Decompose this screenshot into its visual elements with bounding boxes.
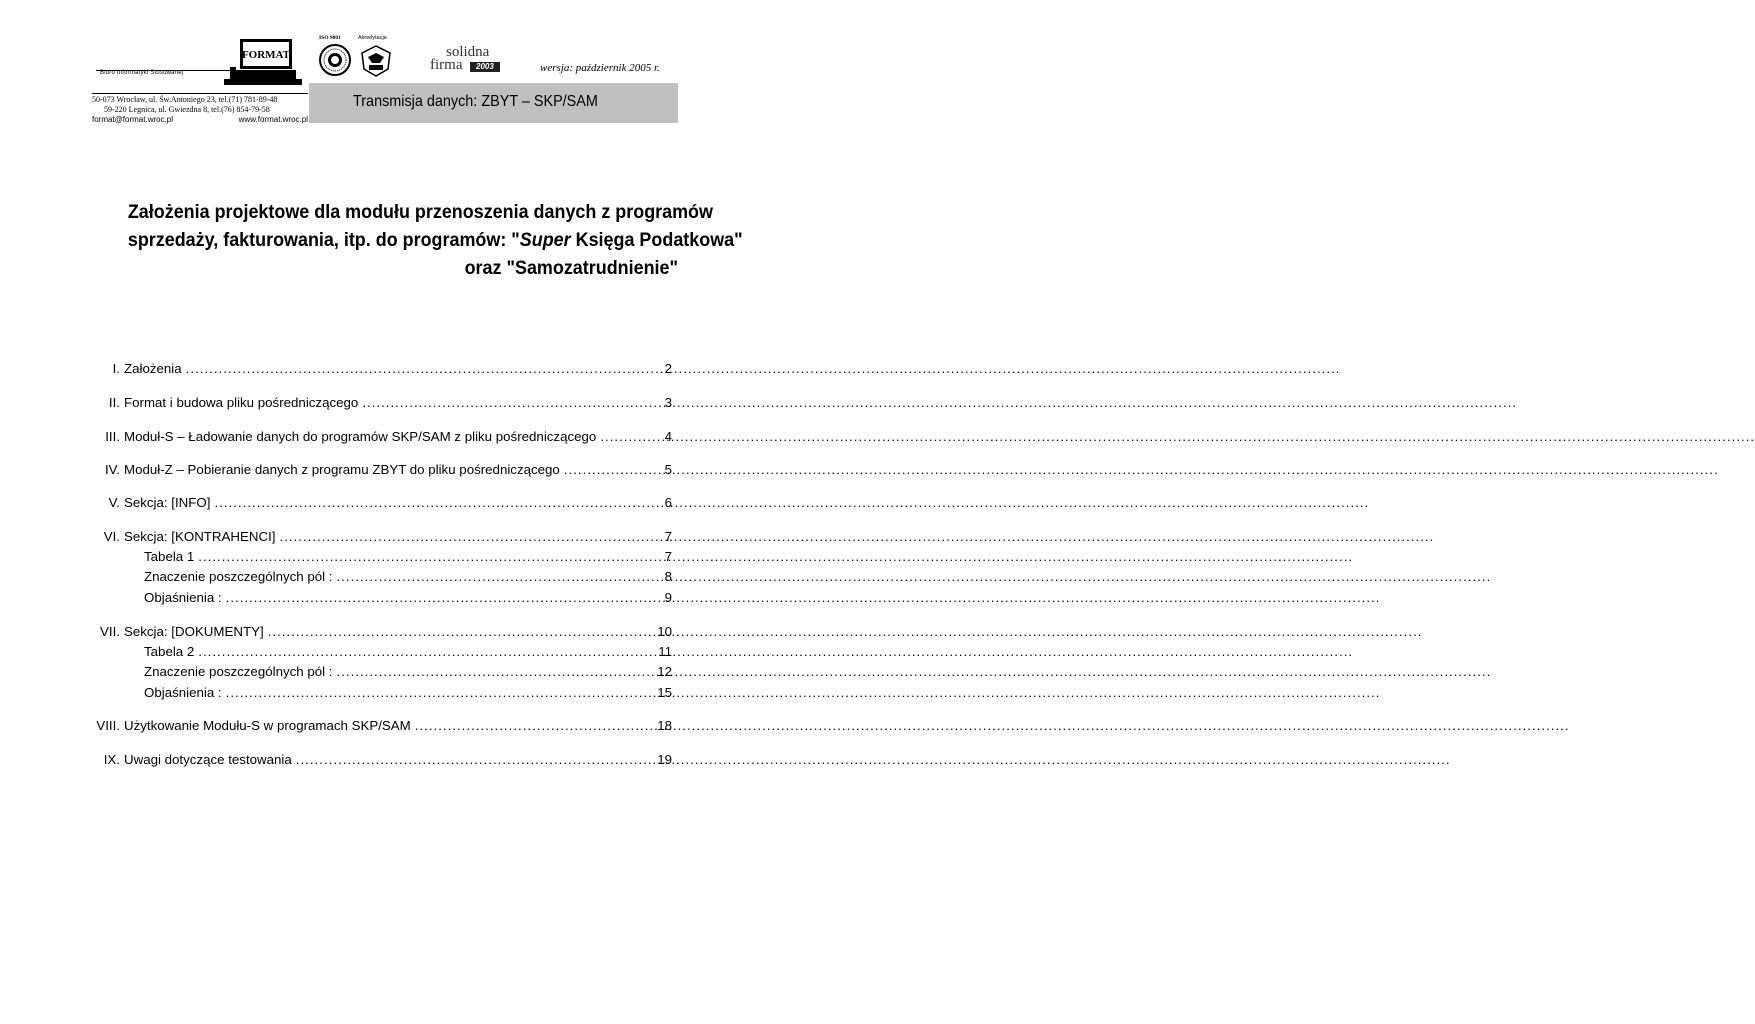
title-line-2-italic: Super <box>519 229 571 251</box>
toc-leader-dots <box>198 644 650 660</box>
toc-entry-page: 9 <box>664 590 672 605</box>
toc-entry-label: Sekcja: [INFO] <box>124 495 211 510</box>
toc-entry[interactable] <box>0 462 724 478</box>
accreditation-label: Akredytacja <box>358 35 387 41</box>
toc-leader-dots <box>226 590 650 606</box>
title-line-3: oraz "Samozatrudnienie" <box>464 257 678 279</box>
toc-entry-label: Objaśnienia : <box>144 685 222 700</box>
toc-entry[interactable] <box>0 549 724 565</box>
pca-accreditation-icon <box>358 43 394 79</box>
toc-entry-label: Moduł-Z – Pobieranie danych z programu ZBYT do pliku pośredniczącego <box>124 462 560 477</box>
banner-title: Transmisja danych: ZBYT – SKP/SAM <box>353 93 598 110</box>
toc-entry-page: 3 <box>664 395 672 410</box>
toc-entry-label: Użytkowanie Modułu-S w programach SKP/SAM <box>124 718 411 733</box>
badge-solidna: solidna <box>446 44 490 60</box>
toc-entry[interactable] <box>0 624 724 640</box>
title-line-2-end: Księga Podatkowa" <box>570 229 743 251</box>
toc-leader-dots <box>415 718 650 734</box>
address-wroclaw: 50-073 Wrocław, ul. Św.Antoniego 23, tel.(71) 781-89-48 <box>92 95 278 104</box>
toc-leader-dots <box>214 495 650 511</box>
header-divider <box>92 93 308 94</box>
toc-leader-dots <box>362 395 650 411</box>
toc-entry[interactable] <box>0 395 724 411</box>
toc-entry-label: Znaczenie poszczególnych pól : <box>144 664 333 679</box>
toc-entry[interactable] <box>0 752 724 768</box>
badge-year: 2003 <box>470 62 500 72</box>
toc-entry[interactable] <box>0 590 724 606</box>
toc-entry-number: II. <box>108 395 120 410</box>
toc-entry-label: Założenia <box>124 361 182 376</box>
company-name: Biuro Informatyki Stosowanej <box>100 70 184 76</box>
toc-entry-label: Sekcja: [DOKUMENTY] <box>124 624 264 639</box>
toc-entry-page: 7 <box>664 549 672 564</box>
toc-entry-number: IV. <box>104 462 120 477</box>
toc-entry-label: Objaśnienia : <box>144 590 222 605</box>
toc-entry-page: 8 <box>664 569 672 584</box>
document-version: wersja: październik 2005 r. <box>540 62 660 74</box>
toc-entry[interactable] <box>0 361 724 377</box>
toc-entry[interactable] <box>0 569 724 585</box>
toc-entry-page: 7 <box>664 529 672 544</box>
toc-entry-page: 4 <box>664 429 672 444</box>
toc-entry-page: 6 <box>664 495 672 510</box>
toc-entry-page: 11 <box>658 644 672 659</box>
title-line-2-start: sprzedaży, fakturowania, itp. do programów: " <box>127 229 520 251</box>
toc-leader-dots <box>226 685 650 701</box>
toc-entry-label: Znaczenie poszczególnych pól : <box>144 569 333 584</box>
toc-entry[interactable] <box>0 429 724 445</box>
solidna-firma-badge <box>430 44 510 78</box>
toc-entry-label: Tabela 1 <box>144 549 195 564</box>
toc-leader-dots <box>268 624 650 640</box>
toc-entry-page: 5 <box>664 462 672 477</box>
toc-entry-page: 19 <box>657 752 672 767</box>
computer-monitor-icon <box>222 37 304 87</box>
toc-entry-number: III. <box>105 429 120 444</box>
toc-leader-dots <box>198 549 650 565</box>
toc-leader-dots <box>186 361 650 377</box>
toc-entry[interactable] <box>0 495 724 511</box>
company-address <box>92 95 308 125</box>
toc-entry-label: Sekcja: [KONTRAHENCI] <box>124 529 276 544</box>
iso-seal-icon <box>318 43 352 77</box>
logo-text: FORMAT <box>241 49 291 61</box>
toc-entry-label: Uwagi dotyczące testowania <box>124 752 292 767</box>
toc-entry-page: 18 <box>657 718 672 733</box>
toc-entry[interactable] <box>0 644 724 660</box>
toc-leader-dots <box>279 529 650 545</box>
toc-entry-number: VII. <box>100 624 120 639</box>
title-line-2 <box>127 226 743 254</box>
address-legnica: 59-220 Legnica, ul. Gwiezdna 8, tel.(76) 854-79-58 <box>104 105 270 114</box>
toc-entry-label: Moduł-S – Ładowanie danych do programów SKP/SAM z pliku pośredniczącego <box>124 429 597 444</box>
toc-entry-number: V. <box>108 495 120 510</box>
toc-entry-number: IX. <box>103 752 120 767</box>
toc-entry-number: I. <box>112 361 120 376</box>
toc-entry-number: VIII. <box>96 718 120 733</box>
toc-entry-label: Tabela 2 <box>144 644 195 659</box>
toc-leader-dots <box>564 462 650 478</box>
toc-entry-page: 10 <box>657 624 672 639</box>
toc-entry[interactable] <box>0 685 724 701</box>
toc-entry-number: VI. <box>103 529 120 544</box>
toc-entry[interactable] <box>0 718 724 734</box>
header-banner <box>309 83 678 123</box>
toc-entry-page: 15 <box>657 685 672 700</box>
toc-entry-page: 12 <box>657 664 672 679</box>
toc-entry-label: Format i budowa pliku pośredniczącego <box>124 395 359 410</box>
document-title <box>80 198 743 282</box>
toc-entry-page: 2 <box>664 361 672 376</box>
toc-leader-dots <box>336 664 650 680</box>
toc-leader-dots <box>336 569 650 585</box>
badge-firma: firma <box>430 57 463 73</box>
toc-entry[interactable] <box>0 529 724 545</box>
toc-leader-dots <box>296 752 650 768</box>
title-line-1: Założenia projektowe dla modułu przenoszenia danych z programów <box>127 201 713 223</box>
toc-entry[interactable] <box>0 664 724 680</box>
company-email: format@format.wroc.pl <box>92 115 174 124</box>
iso-label: ISO 9001 <box>319 35 341 41</box>
company-website: www.format.wroc.pl <box>238 115 308 124</box>
